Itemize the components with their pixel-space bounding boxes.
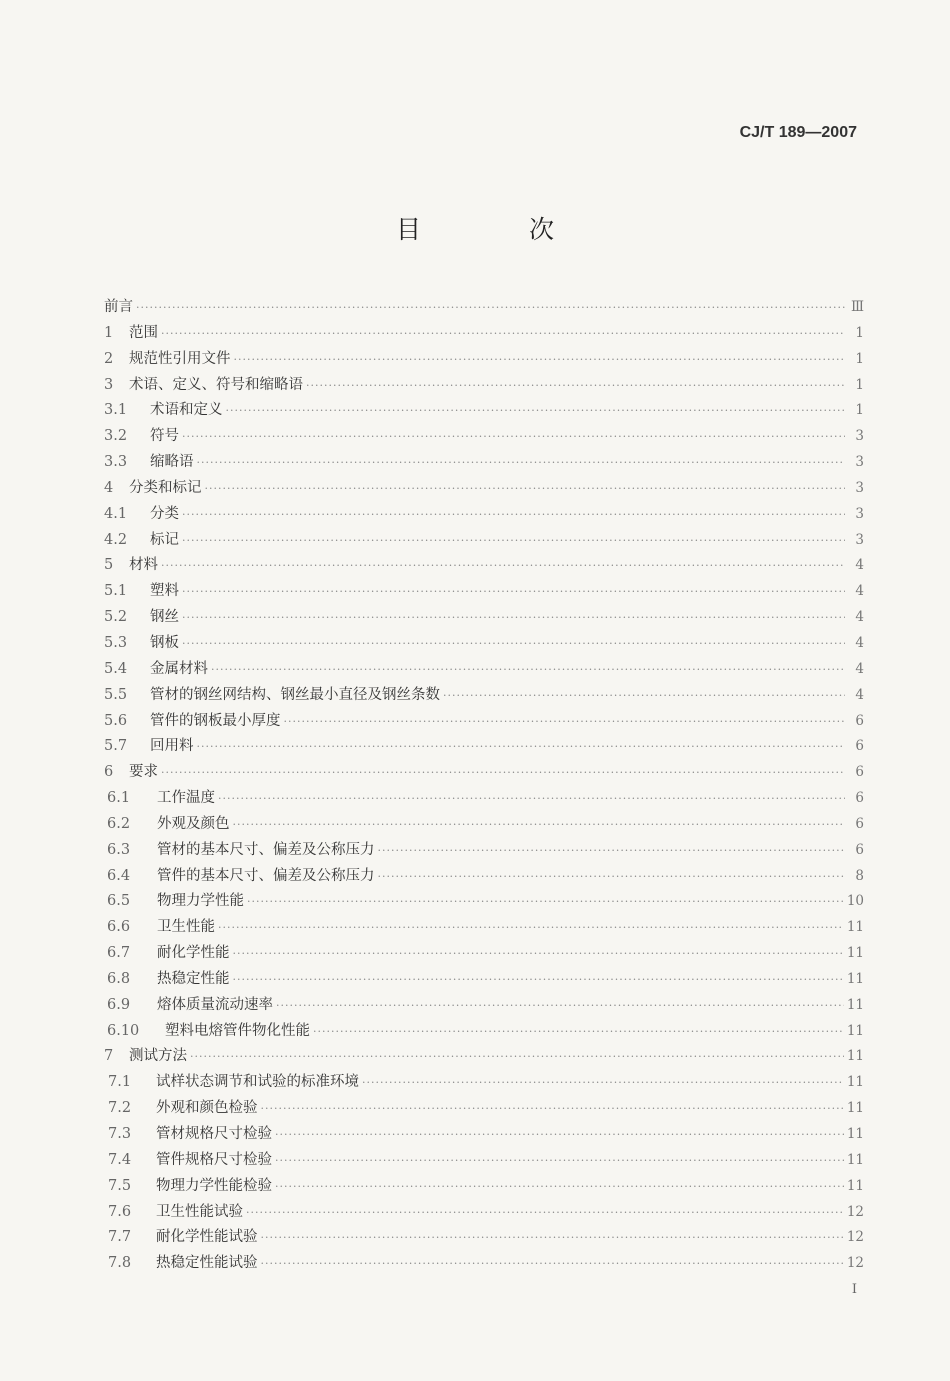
dot-leader (226, 398, 846, 424)
dot-leader (275, 1122, 844, 1148)
toc-entry-number: 4.1 (104, 505, 128, 522)
toc-entry-page: 6 (855, 790, 864, 807)
toc-entry-page: 6 (855, 738, 864, 755)
dot-leader (246, 1200, 844, 1226)
toc-entry-page: 4 (855, 660, 864, 677)
toc-entry-page: Ⅲ (850, 299, 864, 315)
dot-leader (161, 553, 845, 579)
toc-entry-page: 12 (846, 1255, 864, 1272)
toc-entry-page: 6 (855, 712, 864, 729)
toc-entry-page: 11 (846, 1100, 864, 1117)
toc-entry-page: 4 (855, 686, 864, 703)
page-title: 目 次 (396, 215, 604, 244)
toc-entry-label: 热稳定性能试验 (156, 1255, 258, 1272)
dot-leader (161, 321, 845, 347)
dot-leader (313, 1019, 844, 1045)
toc-entry-number: 2 (104, 350, 114, 367)
toc-entry[interactable] (104, 605, 864, 631)
toc-entry-page: 3 (855, 479, 864, 496)
dot-leader (205, 476, 846, 502)
toc-entry-label: 管件的钢板最小厚度 (150, 712, 281, 729)
toc-entry-number: 7.3 (108, 1126, 132, 1142)
toc-entry[interactable] (104, 1251, 864, 1277)
toc-entry-label: 钢丝 (150, 609, 179, 626)
toc-entry-number: 7.1 (108, 1074, 132, 1091)
toc-entry[interactable] (104, 1148, 864, 1174)
toc-entry[interactable] (104, 1044, 864, 1070)
toc-entry-page: 12 (846, 1229, 864, 1246)
toc-entry-label: 热稳定性能 (157, 970, 230, 987)
toc-entry-page: 1 (855, 324, 864, 341)
toc-entry-page: 11 (846, 1151, 864, 1168)
toc-entry[interactable] (104, 812, 864, 838)
dot-leader (218, 915, 844, 941)
toc-entry-number: 6.5 (107, 893, 131, 910)
toc-entry-page: 10 (846, 893, 864, 910)
toc-entry[interactable] (104, 295, 864, 321)
toc-entry-number: 7 (104, 1048, 114, 1065)
toc-entry-page: 11 (846, 1126, 864, 1142)
toc-entry[interactable] (104, 657, 864, 683)
toc-entry[interactable] (104, 889, 864, 915)
toc-entry[interactable] (104, 760, 864, 786)
toc-entry-page: 11 (846, 1074, 864, 1091)
toc-entry[interactable] (104, 838, 864, 864)
toc-entry-page: 3 (855, 531, 864, 548)
toc-entry-number: 5.6 (104, 712, 128, 729)
toc-entry-number: 7.5 (108, 1177, 132, 1194)
dot-leader (182, 502, 845, 528)
toc-entry[interactable] (104, 1122, 864, 1148)
toc-entry-label: 耐化学性能试验 (156, 1229, 258, 1246)
toc-entry-label: 塑料电熔管件物化性能 (165, 1022, 310, 1039)
toc-entry-number: 5.1 (104, 583, 128, 600)
toc-entry-label: 测试方法 (129, 1048, 187, 1065)
toc-entry[interactable] (104, 1019, 864, 1045)
toc-entry-page: 12 (846, 1203, 864, 1220)
dot-leader (218, 786, 845, 812)
dot-leader (182, 579, 845, 605)
dot-leader (378, 838, 846, 864)
toc-entry-label: 管件的基本尺寸、偏差及公称压力 (157, 867, 375, 884)
dot-leader (276, 993, 844, 1019)
dot-leader (197, 450, 846, 476)
toc-entry-label: 缩略语 (150, 454, 194, 471)
toc-entry[interactable] (104, 450, 864, 476)
toc-entry-label: 标记 (150, 531, 179, 548)
toc-entry[interactable] (104, 1174, 864, 1200)
toc-entry-number: 5.3 (104, 634, 128, 651)
toc-entry-label: 回用料 (150, 738, 194, 755)
toc-entry-number: 7.7 (108, 1229, 132, 1246)
toc-entry-label: 工作温度 (157, 790, 215, 807)
toc-entry[interactable] (104, 347, 864, 373)
toc-entry[interactable] (104, 398, 864, 424)
toc-entry-number: 5.4 (104, 660, 128, 677)
toc-entry-number: 6.1 (107, 790, 131, 807)
toc-entry-number: 6.8 (107, 970, 131, 987)
toc-entry-label: 要求 (129, 764, 158, 781)
toc-entry-label: 管件规格尺寸检验 (156, 1151, 272, 1168)
dot-leader (233, 812, 846, 838)
toc-entry-number: 7.2 (108, 1100, 132, 1117)
toc-entry-label: 材料 (129, 557, 158, 574)
dot-leader (233, 941, 844, 967)
toc-entry-number: 5.7 (104, 738, 128, 755)
toc-entry[interactable] (104, 941, 864, 967)
toc-entry-page: 1 (855, 402, 864, 419)
toc-entry-number: 6.9 (107, 996, 131, 1013)
toc-entry-label: 卫生性能 (157, 919, 215, 936)
toc-entry-page: 4 (855, 583, 864, 600)
toc-entry-page: 4 (855, 609, 864, 626)
toc-entry-number: 5.5 (104, 686, 128, 703)
toc-entry-number: 6.2 (107, 815, 131, 832)
dot-leader (182, 424, 845, 450)
toc-entry-number: 6 (104, 764, 114, 781)
toc-entry-page: 6 (855, 815, 864, 832)
toc-entry-label: 外观和颜色检验 (156, 1100, 258, 1117)
toc-entry-label: 物理力学性能检验 (156, 1177, 272, 1194)
toc-entry[interactable] (104, 1096, 864, 1122)
toc-entry-number: 5 (104, 557, 114, 574)
toc-entry[interactable] (104, 528, 864, 554)
dot-leader (261, 1096, 844, 1122)
toc-entry-page: 3 (855, 505, 864, 522)
dot-leader (182, 631, 845, 657)
toc-entry[interactable] (104, 579, 864, 605)
toc-entry-label: 分类和标记 (129, 479, 202, 496)
dot-leader (234, 347, 846, 373)
dot-leader (306, 373, 845, 399)
toc-entry-label: 外观及颜色 (157, 815, 230, 832)
dot-leader (136, 295, 845, 321)
toc-entry-number: 6.7 (107, 945, 131, 962)
toc-entry-number: 5.2 (104, 609, 128, 626)
toc-entry-label: 物理力学性能 (157, 893, 244, 910)
dot-leader (261, 1251, 844, 1277)
dot-leader (362, 1070, 844, 1096)
dot-leader (275, 1148, 844, 1174)
dot-leader (247, 889, 844, 915)
toc-entry-number: 3.1 (104, 402, 128, 419)
toc-entry-label: 管材的基本尺寸、偏差及公称压力 (157, 841, 375, 858)
dot-leader (197, 734, 846, 760)
toc-entry-label: 耐化学性能 (157, 945, 230, 962)
dot-leader (378, 864, 846, 890)
toc-entry[interactable] (104, 786, 864, 812)
toc-entry-page: 11 (846, 945, 864, 962)
toc-entry-number: 7.6 (108, 1203, 132, 1220)
toc-entry-page: 1 (855, 376, 864, 393)
toc-entry[interactable] (104, 683, 864, 709)
toc-entry[interactable] (104, 709, 864, 735)
dot-leader (190, 1044, 844, 1070)
toc-entry-number: 1 (104, 324, 114, 341)
toc-entry[interactable] (104, 993, 864, 1019)
toc-entry[interactable] (104, 967, 864, 993)
dot-leader (211, 657, 845, 683)
toc-entry-page: 3 (855, 454, 864, 471)
toc-entry-number: 4 (104, 479, 114, 496)
toc-entry-page: 11 (846, 1022, 864, 1039)
toc-entry-number: 7.8 (108, 1255, 132, 1272)
toc-entry[interactable] (104, 631, 864, 657)
toc-entry-label: 试样状态调节和试验的标准环境 (156, 1074, 359, 1091)
toc-entry-label: 塑料 (150, 583, 179, 600)
toc-entry-label: 分类 (150, 505, 179, 522)
toc-entry-number: 7.4 (108, 1151, 132, 1168)
toc-entry[interactable] (104, 321, 864, 347)
toc-entry-label: 金属材料 (150, 660, 208, 677)
toc-entry-label: 前言 (104, 299, 133, 315)
table-of-contents (104, 295, 864, 1277)
dot-leader (161, 760, 845, 786)
toc-entry[interactable] (104, 424, 864, 450)
toc-entry-page: 4 (855, 634, 864, 651)
toc-entry-number: 3.2 (104, 428, 128, 445)
page-number: I (851, 1282, 857, 1297)
toc-entry-page: 11 (846, 970, 864, 987)
toc-entry-number: 6.6 (107, 919, 131, 936)
toc-entry-label: 范围 (129, 324, 158, 341)
toc-entry-label: 管材的钢丝网结构、钢丝最小直径及钢丝条数 (150, 686, 440, 703)
toc-entry[interactable] (104, 1225, 864, 1251)
dot-leader (182, 605, 845, 631)
toc-entry-label: 卫生性能试验 (156, 1203, 243, 1220)
dot-leader (182, 528, 845, 554)
dot-leader (261, 1225, 844, 1251)
toc-entry-label: 管材规格尺寸检验 (156, 1126, 272, 1142)
toc-entry-page: 11 (846, 1177, 864, 1194)
toc-entry-page: 4 (855, 557, 864, 574)
toc-entry-label: 规范性引用文件 (129, 350, 231, 367)
toc-entry-page: 11 (846, 996, 864, 1013)
toc-entry-number: 6.4 (107, 867, 131, 884)
dot-leader (233, 967, 844, 993)
toc-entry-label: 钢板 (150, 634, 179, 651)
toc-entry[interactable] (104, 1200, 864, 1226)
toc-entry-number: 3.3 (104, 454, 128, 471)
toc-entry-label: 符号 (150, 428, 179, 445)
toc-entry[interactable] (104, 734, 864, 760)
dot-leader (443, 683, 845, 709)
toc-entry-number: 6.10 (107, 1022, 140, 1039)
toc-entry[interactable] (104, 553, 864, 579)
toc-entry[interactable] (104, 915, 864, 941)
toc-entry[interactable] (104, 476, 864, 502)
toc-entry-page: 1 (855, 350, 864, 367)
toc-entry-page: 6 (855, 841, 864, 858)
toc-entry-number: 6.3 (107, 841, 131, 858)
dot-leader (284, 709, 846, 735)
dot-leader (275, 1174, 844, 1200)
toc-entry[interactable] (104, 864, 864, 890)
toc-entry-page: 3 (855, 428, 864, 445)
toc-entry[interactable] (104, 502, 864, 528)
toc-entry-number: 4.2 (104, 531, 128, 548)
toc-entry-label: 熔体质量流动速率 (157, 996, 273, 1013)
toc-entry-page: 8 (855, 867, 864, 884)
toc-entry-number: 3 (104, 376, 114, 393)
toc-entry-label: 术语、定义、符号和缩略语 (129, 376, 303, 393)
toc-entry-page: 6 (855, 764, 864, 781)
toc-entry[interactable] (104, 1070, 864, 1096)
toc-entry-label: 术语和定义 (150, 402, 223, 419)
toc-entry[interactable] (104, 373, 864, 399)
toc-entry-page: 11 (846, 919, 864, 936)
standard-code: CJ/T 189—2007 (739, 124, 857, 141)
toc-entry-page: 11 (846, 1048, 864, 1065)
